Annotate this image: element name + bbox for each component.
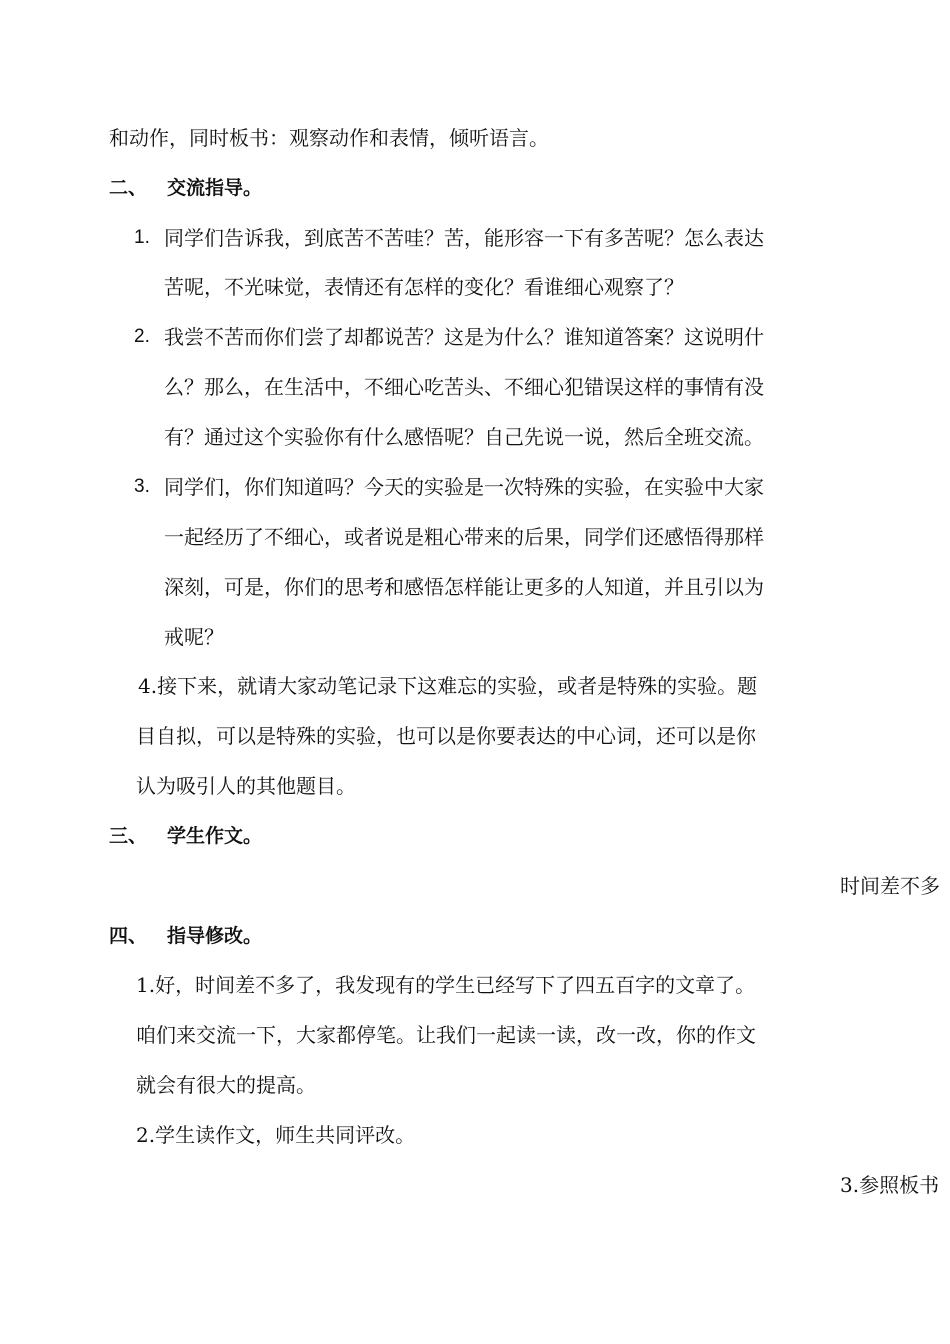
list-marker: 2.	[134, 326, 150, 347]
paragraph-line: 戒呢？	[164, 625, 224, 649]
paragraph-line: 深刻，可是，你们的思考和感悟怎样能让更多的人知道，并且引以为	[164, 575, 764, 599]
overflow-text: 3.参照板书	[840, 1173, 940, 1197]
paragraph-line: 同学们告诉我，到底苦不苦哇？苦，能形容一下有多苦呢？怎么表达	[164, 226, 764, 250]
paragraph-line: 认为吸引人的其他题目。	[136, 774, 356, 798]
overflow-text: 时间差不多	[840, 874, 940, 898]
paragraph-line: 就会有很大的提高。	[136, 1073, 316, 1097]
section-4-heading	[109, 923, 262, 949]
section-3-heading	[109, 823, 262, 849]
paragraph-line: 2.学生读作文，师生共同评改。	[136, 1123, 416, 1147]
paragraph-line: 一起经历了不细心，或者说是粗心带来的后果，同学们还感悟得那样	[164, 525, 764, 549]
list-marker: 3.	[134, 476, 150, 497]
paragraph-line: 1.好，时间差不多了，我发现有的学生已经写下了四五百字的文章了。	[136, 973, 756, 997]
section-title: 学生作文。	[167, 825, 263, 847]
paragraph-line: 有？通过这个实验你有什么感悟呢？自己先说一说，然后全班交流。	[164, 425, 764, 449]
paragraph-line: 目自拟，可以是特殊的实验，也可以是你要表达的中心词，还可以是你	[136, 724, 756, 748]
paragraph-line: 4.接下来，就请大家动笔记录下这难忘的实验，或者是特殊的实验。题	[138, 674, 758, 698]
paragraph-line: 我尝不苦而你们尝了却都说苦？这是为什么？谁知道答案？这说明什	[164, 325, 764, 349]
section-title: 交流指导。	[167, 177, 263, 199]
section-number: 二、	[109, 177, 148, 199]
section-title: 指导修改。	[167, 925, 263, 947]
paragraph-line: 咱们来交流一下，大家都停笔。让我们一起读一读，改一改，你的作文	[136, 1023, 756, 1047]
section-number: 四、	[109, 925, 148, 947]
paragraph-line: 苦呢，不光味觉，表情还有怎样的变化？看谁细心观察了？	[164, 275, 684, 299]
paragraph-line: 么？那么，在生活中，不细心吃苦头、不细心犯错误这样的事情有没	[164, 375, 764, 399]
intro-line: 和动作，同时板书：观察动作和表情，倾听语言。	[109, 126, 549, 150]
list-marker: 1.	[134, 227, 150, 248]
paragraph-line: 同学们，你们知道吗？今天的实验是一次特殊的实验，在实验中大家	[164, 475, 764, 499]
section-2-heading	[109, 175, 262, 201]
section-number: 三、	[109, 825, 148, 847]
